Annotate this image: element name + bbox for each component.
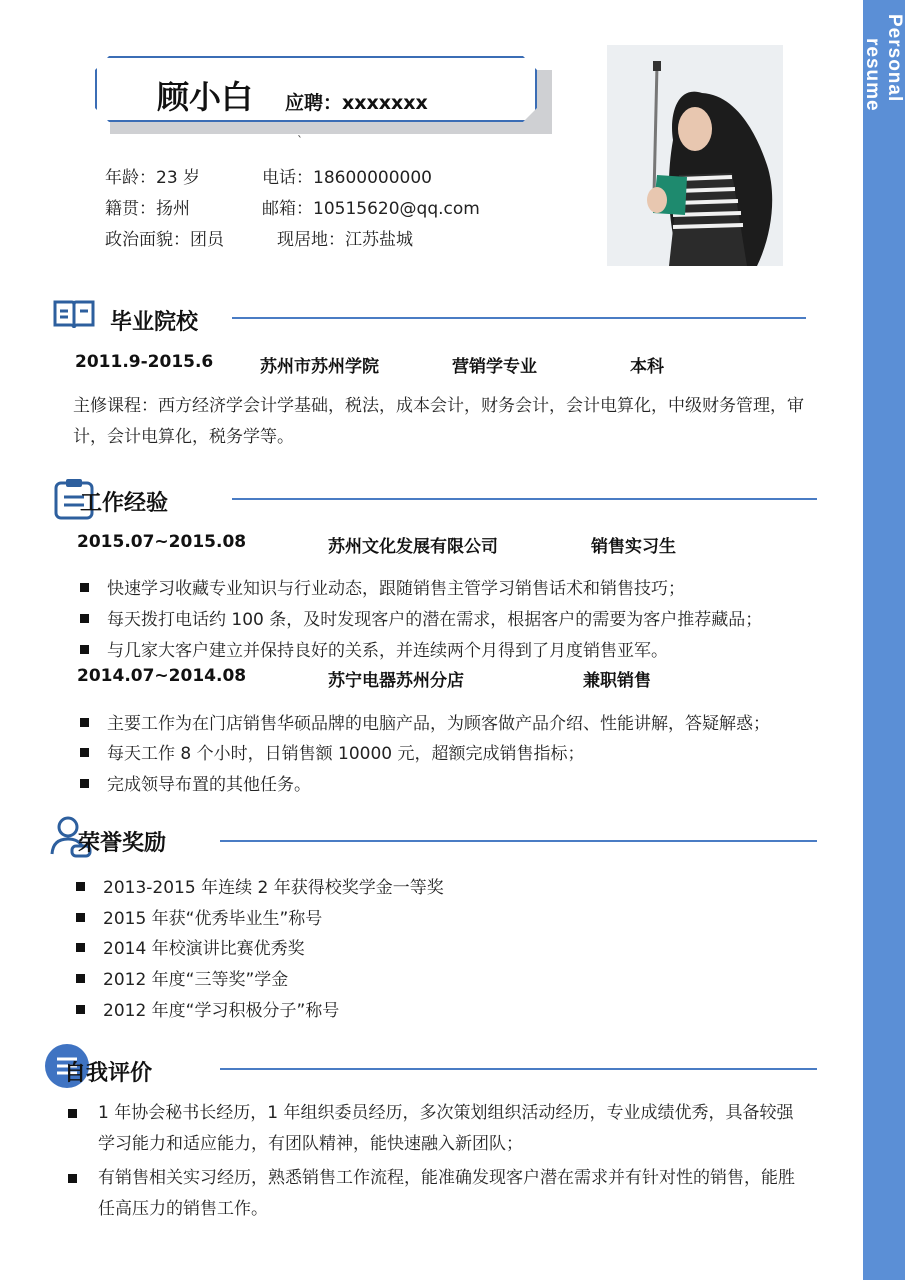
- education-degree: 本科: [630, 357, 664, 377]
- job1-item: [80, 574, 685, 599]
- honor-item: [76, 873, 444, 898]
- section-title-work: 工作经验: [80, 491, 169, 516]
- side-band: [863, 0, 905, 1280]
- section-divider-honors: [220, 840, 817, 842]
- evaluation-item-text: 有销售相关实习经历，熟悉销售工作流程，能准确发现客户潜在需求并有针对性的销售，能胜任高压力的销售工作。: [98, 1168, 795, 1219]
- evaluation-list: [68, 1098, 810, 1225]
- job2-item: [80, 709, 770, 734]
- job1-item: [80, 636, 668, 661]
- honor-item-text: 2012 年度“三等奖”学金: [103, 970, 289, 990]
- education-school: 苏州市苏州学院: [260, 357, 379, 377]
- honor-item: [76, 904, 322, 929]
- job1-company: 苏州文化发展有限公司: [328, 537, 498, 557]
- honor-item-text: 2015 年获“优秀毕业生”称号: [103, 909, 323, 929]
- job2-company: 苏宁电器苏州分店: [328, 671, 464, 691]
- info-origin: 籍贯：扬州: [105, 199, 190, 219]
- section-divider-evaluation: [220, 1068, 817, 1070]
- name-banner-content: [97, 58, 535, 120]
- info-residence: 现居地：江苏盐城: [277, 230, 413, 250]
- job1-item-text: 与几家大客户建立并保持良好的关系，并连续两个月得到了月度销售亚军。: [107, 641, 668, 661]
- job1-item-text: 每天拨打电话约 100 条，及时发现客户的潜在需求，根据客户的需要为客户推荐藏品；: [107, 610, 763, 630]
- honor-item-text: 2012 年度“学习积极分子”称号: [103, 1001, 340, 1021]
- candidate-name: 顾小白: [157, 78, 254, 116]
- info-email: 邮箱：10515620@qq.com: [262, 199, 480, 219]
- honor-item: [76, 965, 288, 990]
- honor-item: [76, 934, 305, 959]
- job2-item-text: 主要工作为在门店销售华硕品牌的电脑产品，为顾客做产品介绍、性能讲解，答疑解惑；: [107, 714, 770, 734]
- education-courses: 主修课程：西方经济学会计学基础，税法，成本会计，财务会计，会计电算化，中级财务管理，审计，会计电算化，税务学等。: [73, 396, 804, 447]
- job1-item: [80, 605, 762, 630]
- job2-period: 2014.07~2014.08: [77, 666, 247, 686]
- honor-item-text: 2014 年校演讲比赛优秀奖: [103, 939, 305, 959]
- side-title: [863, 14, 905, 112]
- profile-photo: [607, 45, 783, 266]
- job2-role: 兼职销售: [583, 671, 651, 691]
- evaluation-item: [68, 1163, 810, 1225]
- section-title-evaluation: [64, 1056, 152, 1087]
- honor-item-text: 2013-2015 年连续 2 年获得校奖学金一等奖: [103, 878, 444, 898]
- section-title-honors: 荣誉奖励: [78, 831, 167, 856]
- portrait-illustration: [607, 45, 783, 266]
- info-age: 年龄：23 岁: [105, 168, 201, 188]
- honor-item: [76, 996, 339, 1021]
- evaluation-item-text: 1 年协会秘书长经历，1 年组织委员经历，多次策划组织活动经历，专业成绩优秀，具备较强学习能力和适应能力，有团队精神，能快速融入新团队；: [98, 1103, 794, 1154]
- education-period: 2011.9-2015.6: [75, 352, 214, 372]
- info-political: 政治面貌：团员: [105, 230, 224, 250]
- education-major: 营销学专业: [452, 357, 537, 377]
- section-divider-education: [232, 317, 806, 319]
- section-title-evaluation-text: 自我评价: [64, 1061, 153, 1086]
- job1-item-text: 快速学习收藏专业知识与行业动态，跟随销售主管学习销售话术和销售技巧；: [107, 579, 685, 599]
- job2-item: [80, 770, 311, 795]
- job1-period: 2015.07~2015.08: [77, 532, 247, 552]
- job2-item: [80, 739, 585, 764]
- side-word-personal: Personal: [884, 14, 905, 103]
- stray-mark: `: [297, 134, 303, 148]
- apply-position: 应聘：xxxxxxx: [285, 92, 428, 114]
- section-divider-work: [232, 498, 817, 500]
- evaluation-item: [68, 1098, 810, 1160]
- side-word-resume: resume: [862, 38, 883, 112]
- info-phone: 电话：18600000000: [262, 168, 432, 188]
- job1-role: 销售实习生: [591, 537, 676, 557]
- book-icon: [52, 298, 96, 332]
- section-title-education: 毕业院校: [110, 310, 199, 335]
- job2-item-text: 完成领导布置的其他任务。: [107, 775, 311, 795]
- job2-item-text: 每天工作 8 个小时，日销售额 10000 元，超额完成销售指标；: [107, 744, 585, 764]
